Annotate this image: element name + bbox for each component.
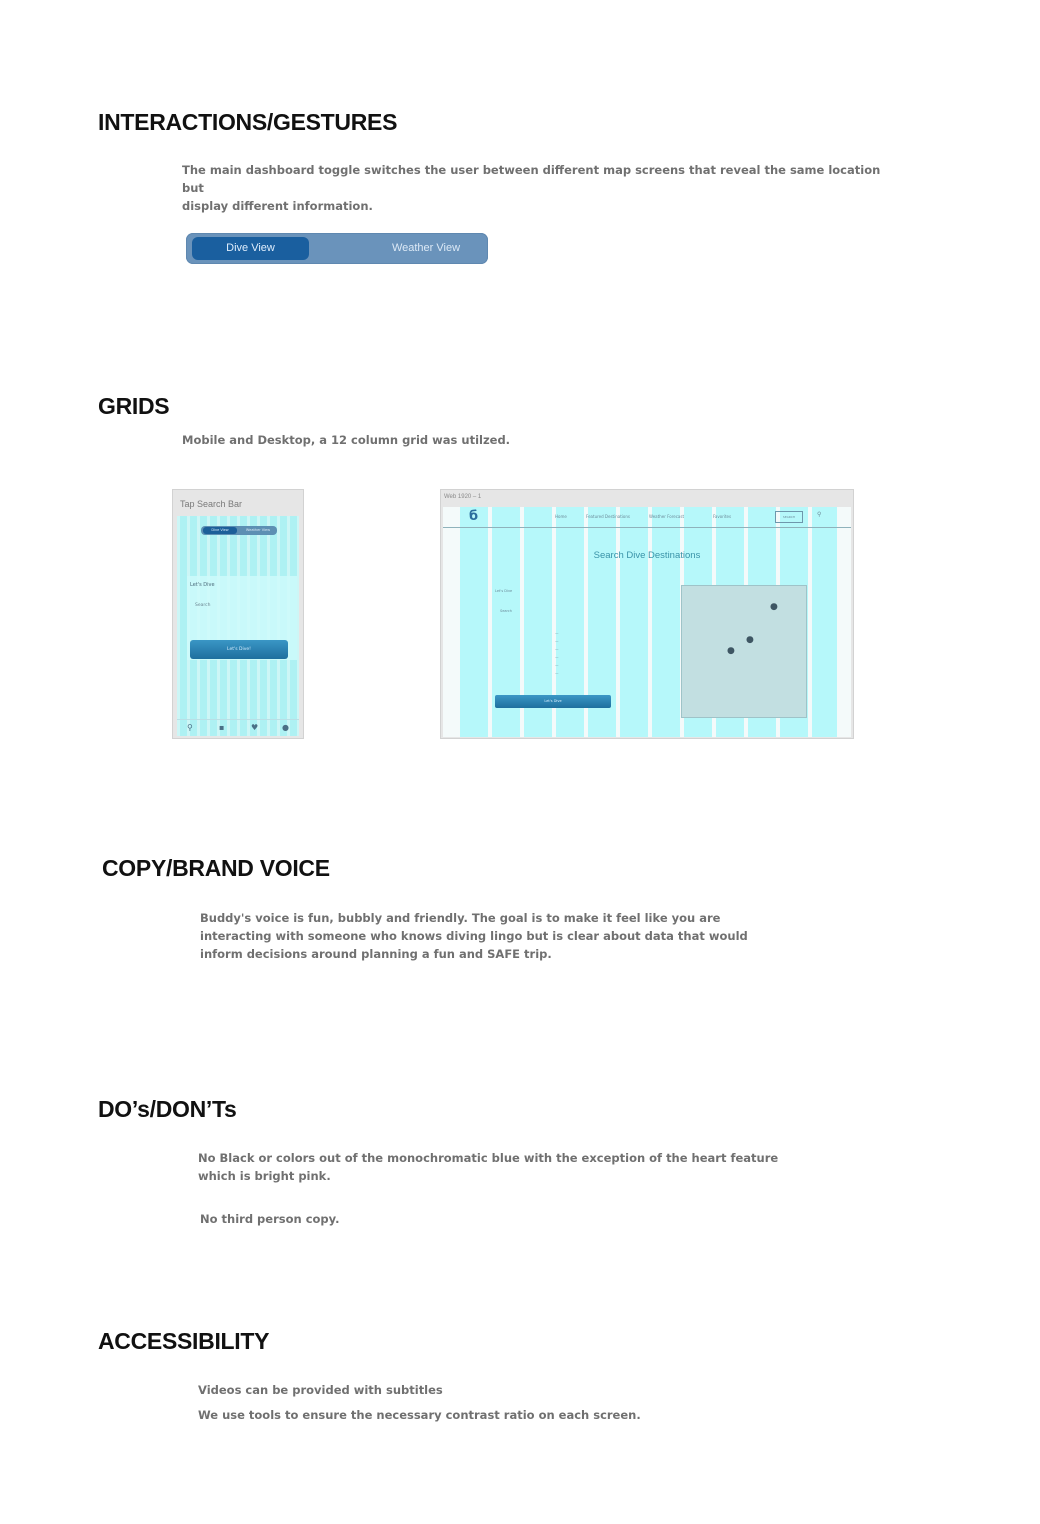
desktop-form-label: Let's Dive — [495, 589, 513, 593]
grids-description: Mobile and Desktop, a 12 column grid was utilzed. — [182, 433, 511, 447]
nav-weather-forecast[interactable]: Weather Forecast — [649, 514, 685, 519]
search-icon[interactable]: ⚲ — [187, 723, 193, 732]
dos-line-2: which is bright pink. — [198, 1169, 331, 1183]
user-icon[interactable]: ● — [282, 723, 289, 732]
map-pin-icon[interactable]: ● — [770, 602, 778, 612]
dos-description — [198, 1149, 838, 1185]
accessibility-line-1: Videos can be provided with subtitles — [198, 1383, 443, 1397]
copy-line-2: interacting with someone who knows diving lingo but is clear about data that would — [200, 929, 748, 943]
mobile-screen — [177, 516, 299, 736]
copy-heading: COPY/BRAND VOICE — [102, 855, 330, 881]
dos-donts-heading: DO’s/DON’Ts — [98, 1096, 237, 1122]
option-row: — — [555, 631, 559, 635]
dos-line-3: No third person copy. — [200, 1212, 340, 1226]
desktop-grid-mockup — [440, 489, 854, 739]
copy-line-3: inform decisions around planning a fun and SAFE trip. — [200, 947, 552, 961]
mobile-bottom-nav — [177, 719, 299, 736]
grid-column — [180, 516, 187, 736]
accessibility-line-2: We use tools to ensure the necessary contrast ratio on each screen. — [198, 1408, 641, 1422]
interactions-description-line-2: display different information. — [182, 199, 373, 213]
grid-column — [812, 507, 837, 737]
desktop-page-title: Search Dive Destinations — [593, 550, 701, 561]
copy-line-1: Buddy's voice is fun, bubbly and friendly. The goal is to make it feel like you are — [200, 911, 721, 925]
option-row: — — [555, 663, 559, 667]
dive-view-option[interactable]: Dive View — [192, 237, 309, 260]
desktop-map[interactable] — [681, 585, 807, 718]
option-row: — — [555, 639, 559, 643]
accessibility-heading: ACCESSIBILITY — [98, 1328, 270, 1354]
map-pin-icon[interactable]: ● — [746, 635, 754, 645]
grid-column — [620, 507, 648, 737]
heart-icon[interactable]: ♥ — [251, 723, 259, 732]
interactions-description — [182, 161, 882, 215]
interactions-description-line-1: The main dashboard toggle switches the user between different map screens that reveal the same location but — [182, 163, 881, 195]
mobile-frame-title: Tap Search Bar — [180, 499, 243, 509]
view-toggle[interactable] — [186, 233, 488, 264]
nav-favorites[interactable]: Favorites — [713, 514, 732, 519]
grid-column — [652, 507, 680, 737]
interactions-heading: INTERACTIONS/GESTURES — [98, 109, 398, 135]
mobile-dive-view-option[interactable]: Dive View — [203, 527, 237, 534]
option-row: — — [555, 655, 559, 659]
dos-line-1: No Black or colors out of the monochromatic blue with the exception of the heart feature — [198, 1151, 779, 1165]
desktop-nav-bar — [443, 507, 851, 528]
chat-icon[interactable]: ▪ — [219, 723, 225, 732]
desktop-screen — [443, 507, 851, 737]
mobile-card-search[interactable]: Search — [195, 603, 211, 608]
desktop-lets-dive-button[interactable]: Let's Dive — [495, 695, 611, 708]
mobile-grid-mockup — [172, 489, 304, 739]
nav-featured-destinations[interactable]: Featured Destinations — [586, 514, 630, 519]
nav-home[interactable]: Home — [555, 514, 567, 519]
copy-description — [200, 909, 820, 963]
desktop-form-search[interactable]: Search — [500, 609, 513, 613]
grid-column — [460, 507, 488, 737]
desktop-search-box[interactable]: SEARCH — [775, 511, 803, 523]
desktop-frame-title: Web 1920 – 1 — [444, 494, 482, 500]
weather-view-option[interactable]: Weather View — [391, 242, 461, 254]
mobile-lets-dive-button[interactable]: Let's Dive! — [190, 640, 288, 659]
logo-icon[interactable]: б — [469, 509, 479, 524]
option-row: — — [555, 671, 559, 675]
grids-heading: GRIDS — [98, 393, 170, 419]
mobile-view-toggle[interactable] — [201, 526, 277, 535]
search-icon[interactable]: ⚲ — [817, 511, 822, 518]
mobile-card-title: Let's Dive — [190, 582, 215, 588]
map-pin-icon[interactable]: ● — [727, 646, 735, 656]
mobile-weather-view-option[interactable]: Weather View — [245, 528, 271, 532]
option-row: — — [555, 647, 559, 651]
